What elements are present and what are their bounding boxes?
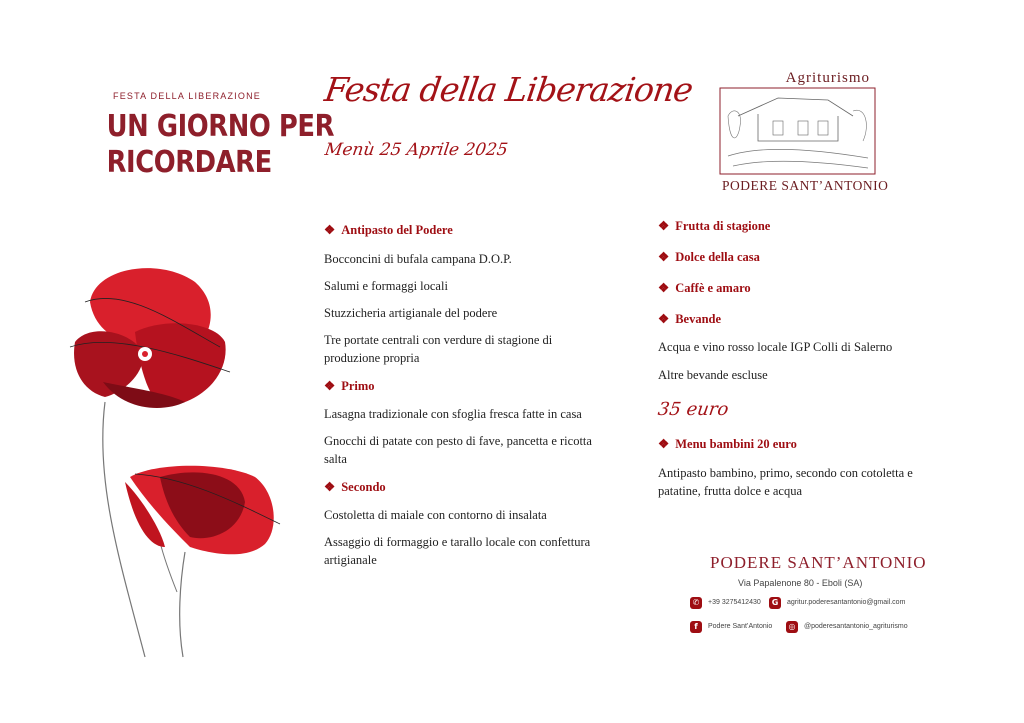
- whatsapp-icon: ✆: [690, 597, 702, 609]
- brand-name: PODERE SANT’ANTONIO: [710, 553, 927, 572]
- bullet-icon: ❖: [658, 219, 670, 233]
- menu-price: 35 euro: [656, 399, 730, 420]
- menu-subtitle: Menù 25 Aprile 2025: [323, 140, 510, 160]
- bullet-icon: ❖: [658, 250, 670, 264]
- section-secondo: [324, 479, 604, 495]
- address: Via Papalenone 80 - Eboli (SA): [738, 578, 863, 588]
- list-item: Lasagna tradizionale con sfoglia fresca fatte in casa: [324, 407, 582, 421]
- section-antipasto: [324, 222, 604, 238]
- email-address[interactable]: agritur.poderesantantonio@gmail.com: [787, 599, 906, 606]
- list-item: Salumi e formaggi locali: [324, 279, 448, 293]
- logo-title: Agriturismo: [785, 70, 870, 86]
- section-heading: Menu bambini 20 euro: [675, 437, 797, 451]
- logo-name: PODERE SANT’ANTONIO: [722, 178, 889, 193]
- poster-title-line2: RICORDARE: [106, 145, 272, 180]
- phone-number[interactable]: +39 3275412430: [708, 599, 761, 606]
- list-item: Stuzzicheria artigianale del podere: [324, 306, 498, 320]
- section-bambini: [658, 436, 948, 452]
- list-item: Acqua e vino rosso locale IGP Colli di Salerno: [658, 340, 893, 354]
- bullet-icon: ❖: [324, 223, 336, 237]
- instagram-icon: ◎: [786, 621, 798, 633]
- list-item: Gnocchi di patate con pesto di fave, pancetta e ricotta salta: [324, 434, 592, 466]
- list-item: Assaggio di formaggio e tarallo locale con confettura artigianale: [324, 535, 591, 567]
- section-bevande: [658, 311, 948, 327]
- section-heading: Primo: [341, 379, 375, 393]
- menu-left-column: [324, 222, 604, 569]
- section-heading: Secondo: [341, 480, 386, 494]
- poster-title: [106, 109, 335, 181]
- poppy-illustration: [65, 262, 295, 662]
- section-frutta: [658, 218, 948, 234]
- poster-title-line1: UN GIORNO PER: [106, 109, 335, 144]
- farmhouse-sketch: [718, 86, 880, 178]
- list-item: Costoletta di maiale con contorno di insalata: [324, 508, 547, 522]
- section-primo: [324, 378, 604, 394]
- section-heading: Frutta di stagione: [675, 219, 771, 233]
- section-heading: Dolce della casa: [675, 250, 760, 264]
- instagram-handle[interactable]: @poderesantantonio_agriturismo: [804, 623, 908, 630]
- section-caffe: [658, 280, 948, 296]
- section-heading: Antipasto del Podere: [341, 223, 453, 237]
- section-heading: Bevande: [675, 312, 722, 326]
- list-item: Tre portate centrali con verdure di stagione di produzione propria: [324, 333, 553, 365]
- bullet-icon: ❖: [658, 281, 670, 295]
- list-item: Altre bevande escluse: [658, 368, 768, 382]
- menu-title: Festa della Liberazione: [322, 70, 695, 109]
- list-item: Bocconcini di bufala campana D.O.P.: [324, 252, 512, 266]
- bullet-icon: ❖: [324, 480, 336, 494]
- section-dolce: [658, 249, 948, 265]
- agriturismo-logo: [718, 70, 889, 194]
- section-heading: Caffè e amaro: [675, 281, 751, 295]
- bullet-icon: ❖: [658, 312, 670, 326]
- bullet-icon: ❖: [324, 379, 336, 393]
- bullet-icon: ❖: [658, 437, 670, 451]
- poster-kicker: FESTA DELLA LIBERAZIONE: [113, 91, 261, 101]
- facebook-icon: f: [690, 621, 702, 633]
- gmail-icon: G: [769, 597, 781, 609]
- facebook-page[interactable]: Podere Sant’Antonio: [708, 623, 773, 630]
- list-item: Antipasto bambino, primo, secondo con cotoletta e patatine, frutta dolce e acqua: [658, 466, 913, 498]
- menu-right-column: [658, 218, 948, 500]
